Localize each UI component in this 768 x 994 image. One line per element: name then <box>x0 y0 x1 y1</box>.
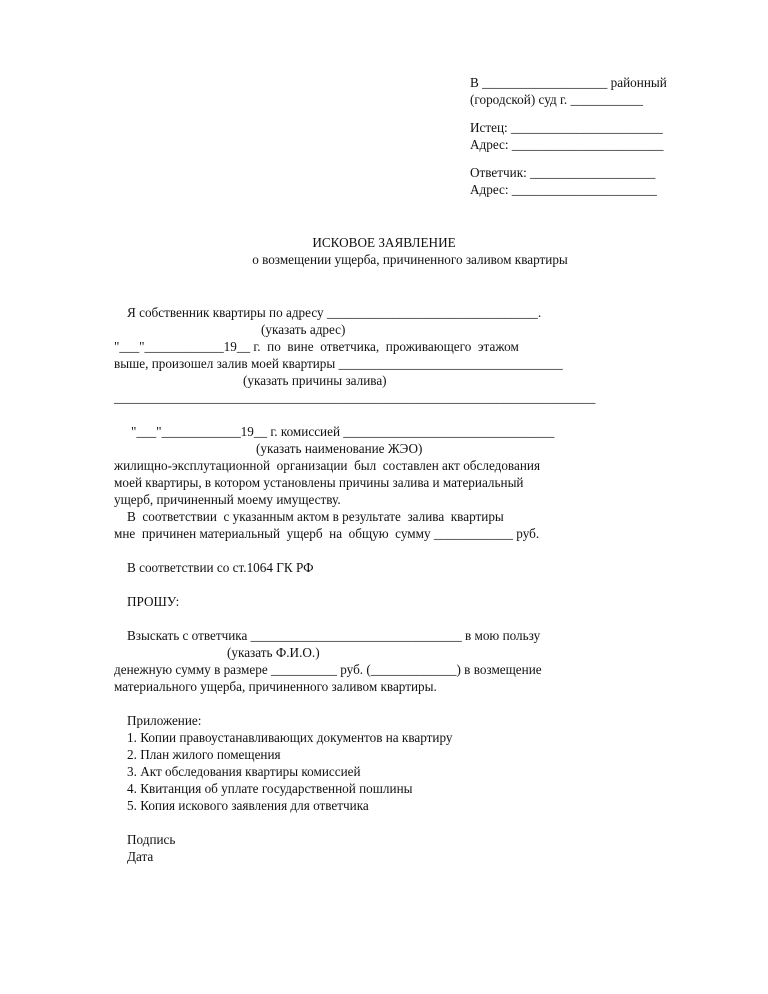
p1-hint-cause: (указать причины залива) <box>243 373 387 388</box>
plaintiff-line: Истец: _______________________ <box>470 120 663 135</box>
p1-line-3: выше, произошел залив моей квартиры __________________________________ <box>114 356 563 371</box>
p2-line-1: "___"____________19__ г. комиссией ________________________________ <box>131 424 555 439</box>
court-line-2: (городской) суд г. ___________ <box>470 92 644 107</box>
document-subtitle: о возмещении ущерба, причиненного заливом квартиры <box>252 252 568 267</box>
signature-label: Подпись <box>127 832 176 847</box>
request-line-3: материального ущерба, причиненного заливом квартиры. <box>114 679 437 694</box>
attachment-item: 5. Копия искового заявления для ответчика <box>127 798 369 813</box>
attachment-item: 4. Квитанция об уплате государственной пошлины <box>127 781 413 796</box>
p2-hint-organization: (указать наименование ЖЭО) <box>256 441 423 456</box>
date-label: Дата <box>127 849 154 864</box>
p2-line-3: моей квартиры, в котором установлены причины залива и материальный <box>114 475 524 490</box>
document-title: ИСКОВОЕ ЗАЯВЛЕНИЕ <box>312 235 456 250</box>
request-line-1: Взыскать с ответчика ________________________________ в мою пользу <box>127 628 541 643</box>
p1-hint-address: (указать адрес) <box>261 322 346 337</box>
attachment-item: 1. Копии правоустанавливающих документов на квартиру <box>127 730 453 745</box>
p3-line-2: мне причинен материальный ущерб на общую сумму ____________ руб. <box>114 526 540 541</box>
p2-line-4: ущерб, причиненный моему имуществу. <box>114 492 341 507</box>
plaintiff-address-line: Адрес: _______________________ <box>470 137 664 152</box>
request-hint-name: (указать Ф.И.О.) <box>227 645 320 660</box>
p2-line-2: жилищно-эксплутационной организации был составлен акт обследования <box>114 458 541 473</box>
attachment-item: 3. Акт обследования квартиры комиссией <box>127 764 361 779</box>
p1-line-2: "___"____________19__ г. по вине ответчика, проживающего этажом <box>114 339 519 354</box>
attachments-heading: Приложение: <box>127 713 202 728</box>
p3-line-1: В соответствии с указанным актом в результате залива квартиры <box>127 509 504 524</box>
attachment-item: 2. План жилого помещения <box>127 747 281 762</box>
request-heading: ПРОШУ: <box>127 594 180 609</box>
court-line-1: В ___________________ районный <box>470 75 667 90</box>
defendant-address-line: Адрес: ______________________ <box>470 182 657 197</box>
p1-line-4: _________________________________________________________________________ <box>114 390 596 405</box>
defendant-line: Ответчик: ___________________ <box>470 165 656 180</box>
request-line-2: денежную сумму в размере __________ руб. (_____________) в возмещение <box>114 662 542 677</box>
p1-line-1: Я собственник квартиры по адресу ________________________________. <box>127 305 542 320</box>
legal-basis: В соответствии со ст.1064 ГК РФ <box>127 560 314 575</box>
